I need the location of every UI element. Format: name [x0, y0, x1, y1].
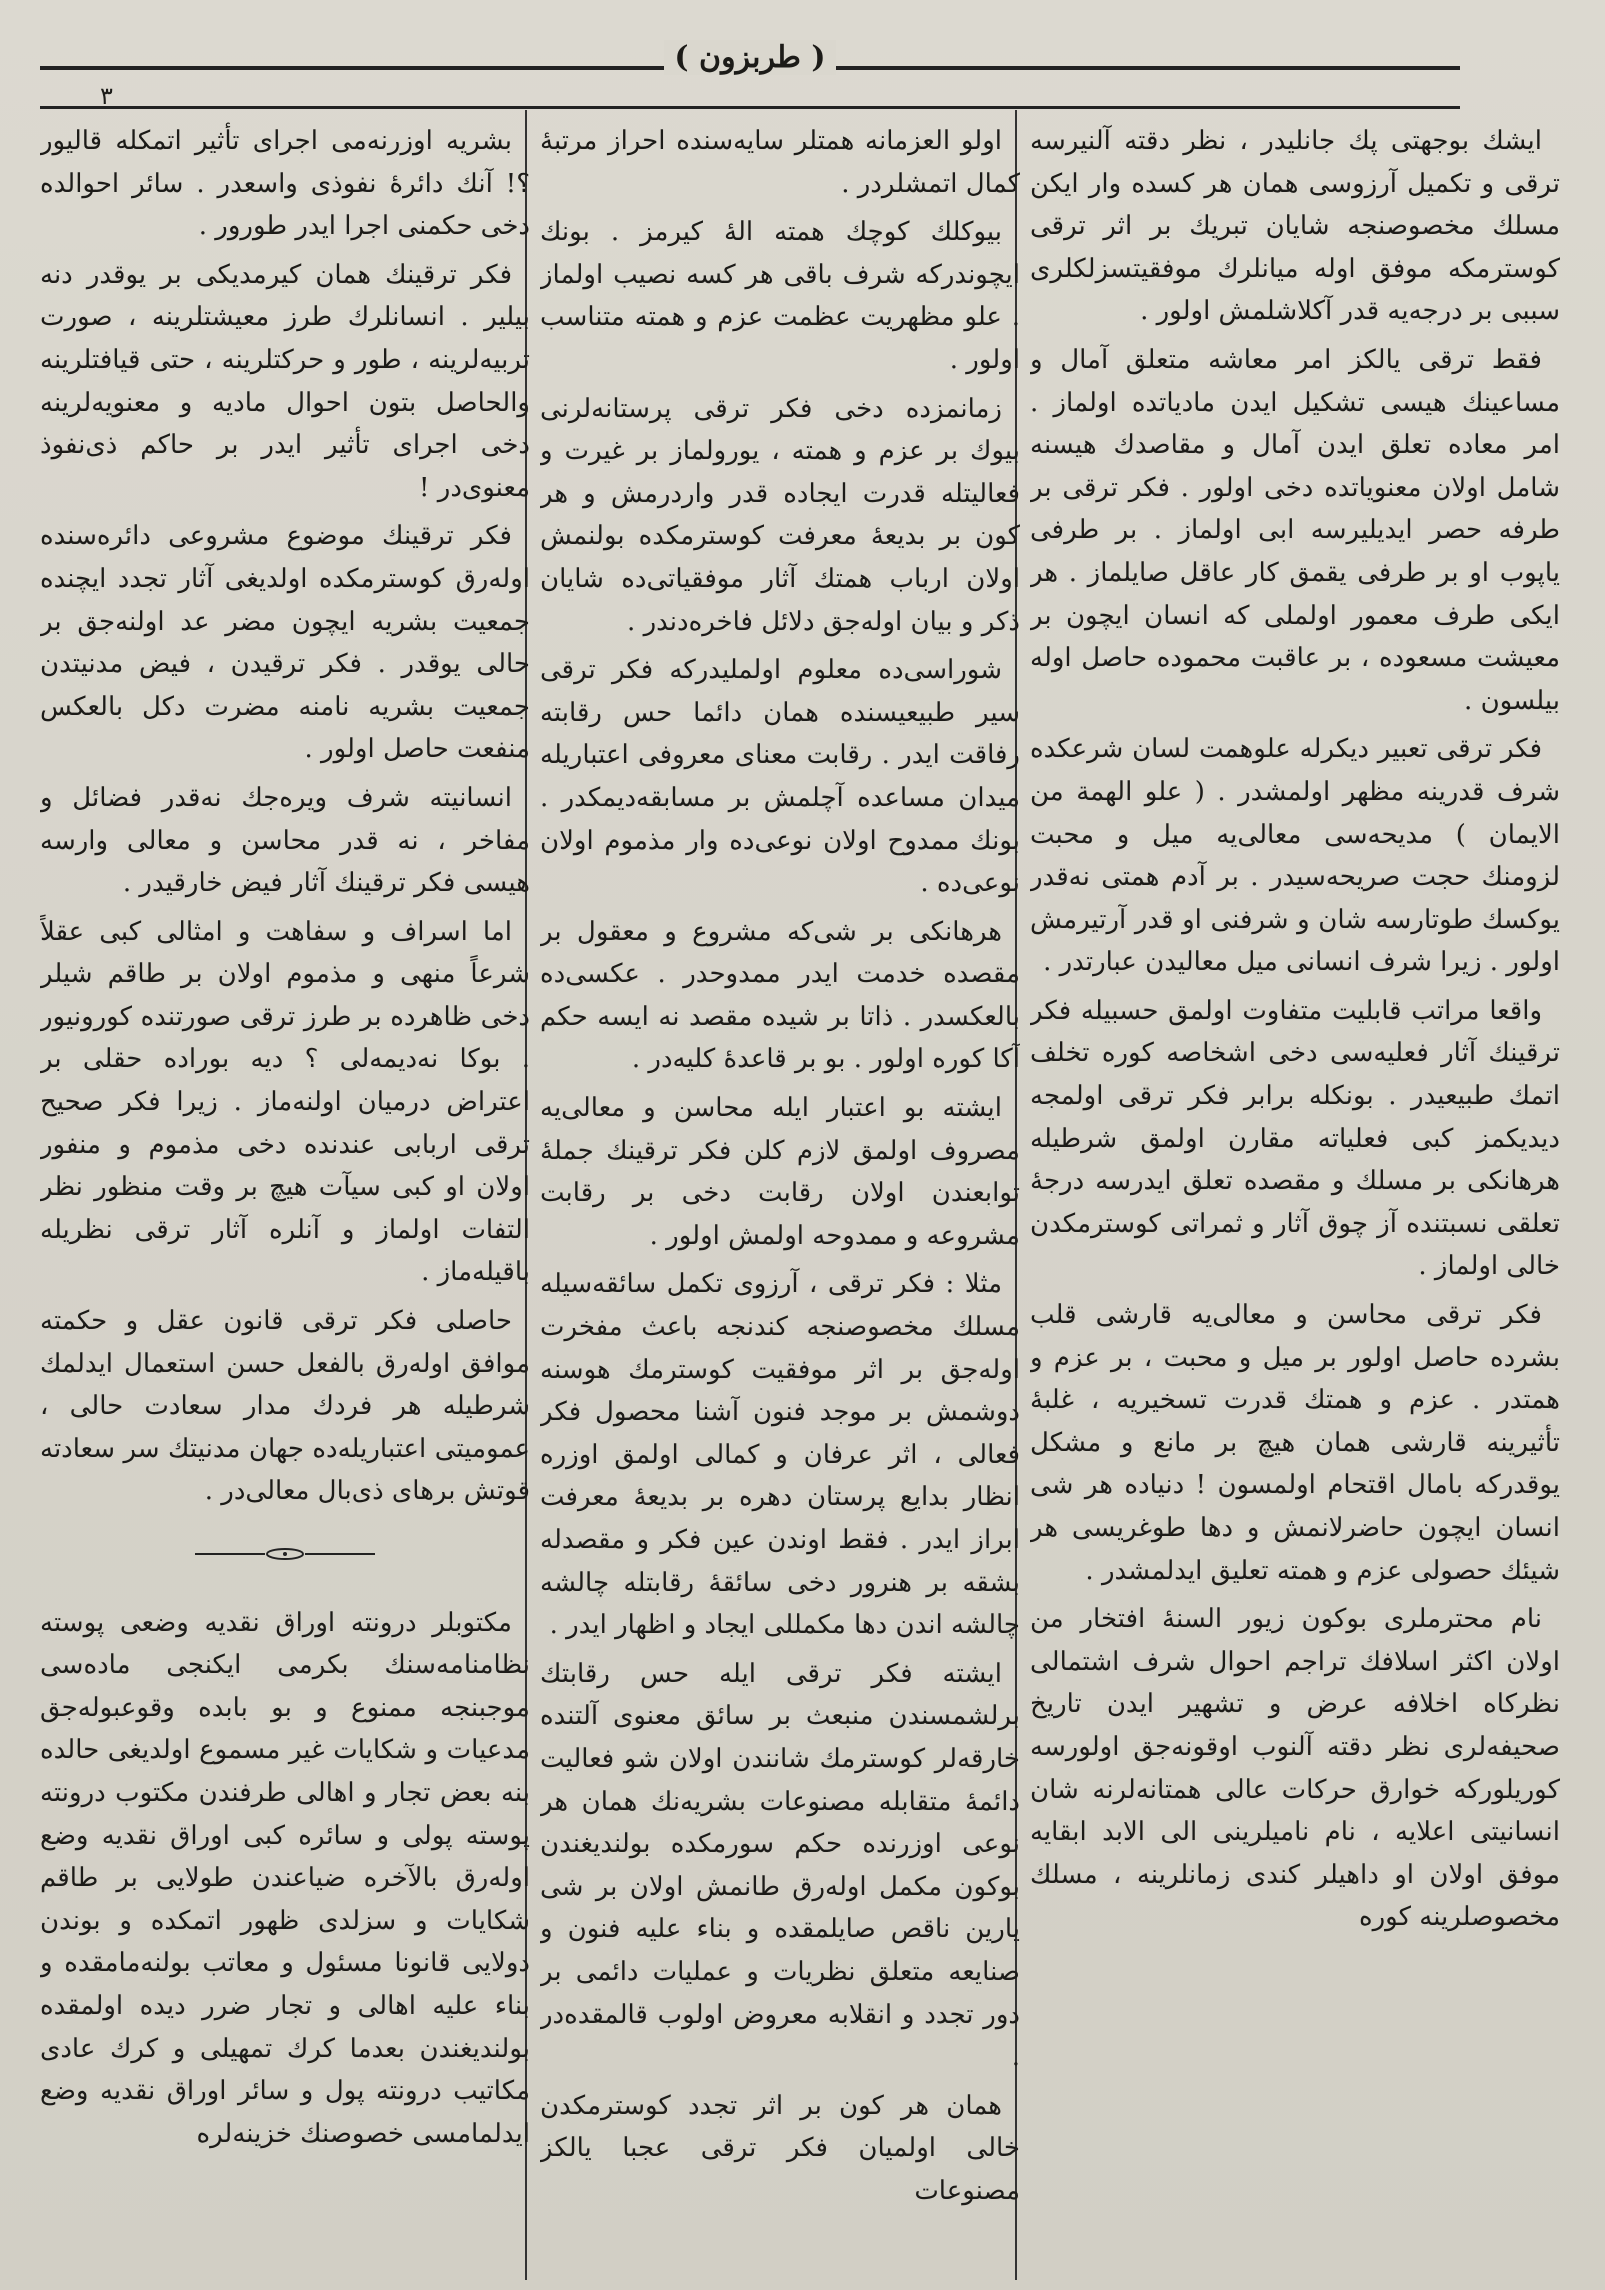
paragraph: مثلا : فكر ترقی ، آرزوی تكمل سائقه‌سیله مسلك مخصوصنجه كندنجه باعث مفخرت اوله‌جق بر اثر موفقیت كوسترمك هوسنه دوشمش بر موجد فنون آشنا محصول فكر فعالی ، اثر عرفان و كمالی اولمق اوزره انظار بدایع پرستان دهره بر بدیعهٔ معرفت ابراز ایدر . فقط اوندن عین فكر و مقصدله بشقه بر هنرور دخی سائقهٔ رقابتله چالشه چالشه اندن دها مكمللی ایجاد و اظهار ایدر .: [540, 1269, 1020, 1641]
paragraph: واقعا مراتب قابلیت متفاوت اولمق حسبیله فكر ترقینك آثار فعلیه‌سی دخی اشخاصه كوره تخلف اتمك طبیعیدر . بونكله برابر فكر ترقی اولمجه دیدیكمز كبی فعلیاته مقارن اولمق شرطیله هرهانكی بر مسلك و مقصده تعلق ایدرسه درجهٔ تعلقی نسبتنده آز چوق آثار و ثمراتی كوسترمكدن خالی اولماز .: [1030, 995, 1560, 1282]
paragraph: مكتوبلر درونته اوراق نقدیه وضعی پوسته نظامنامه‌سنك بكرمی ایكنجی ماده‌سی موجبنجه ممنوع و بو بابده وقوعبوله‌جق مدعیات و شكایات غیر مسموع اولدیغی حالده بنه بعض تجار و اهالی طرفندن مكتوب درونته پوسته پولی و سائره كبی اوراق نقدیه وضع اوله‌رق بالآخره ضیاعندن طولایی بر طاقم شكایات و سزلدی ظهور اتمكده و بوندن دولایی قانونا مسئول و معاتب بولنه‌مامقده و بناء علیه اهالی و تجار ضرر دیده اولمقده بولندیغندن بعدما كرك تمهیلی و كرك عادی مكاتیب درونته پول و سائر اوراق نقدیه وضع ایدلمامسی خصوصنك خزینه‌لره: [40, 1607, 530, 2149]
header-rule-bottom: [40, 106, 1460, 109]
ornament-icon: [195, 1546, 375, 1562]
paragraph: نام محترملری بوكون زیور السنهٔ افتخار من اولان اكثر اسلافك تراجم احوال شرف اشتمالی نظركاه اخلافه عرض و تشهیر ایدن تاریخ صحیفه‌لری نظر دقته آلنوب اوقونه‌جق اولورسه كوریلوركه خوارق حركات عالی همتانه‌لرنه شان انسانیتی اعلایه ، نام نامیلرینی الی الابد ابقایه موفق اولان او داهیلر كندی زمانلرینه ، مسلك مخصوصلرینه كوره: [1030, 1604, 1560, 1933]
newspaper-title: [40, 40, 1460, 75]
column-middle: [540, 120, 1020, 2280]
paragraph: فكر ترقینك همان كیرمدیكی بر یوقدر دنه بیلیر . انسانلرك طرز معیشتلرینه ، صورت تربیه‌لرینه ، طور و حركتلرینه ، حتی قیافتلرینه والحاصل بتون احوال مادیه و معنویه‌لرینه دخی اجرای تأثیر ایدر بر حاكم ذی‌نفوذ معنوی‌در !: [40, 259, 530, 503]
paragraph: ایشك بوجهتی پك جانلیدر ، نظر دقته آلنیرسه ترقی و تكمیل آرزوسی همان هر كسده وار ایكن مسلك مخصوصنجه شایان تبریك بر اثر ترقی كوسترمكه موفق اوله میانلرك موفقیتسزلكلری سببی بر درجه‌یه قدر آكلاشلمش اولور .: [1030, 126, 1560, 327]
paragraph: انسانیته شرف ویره‌جك نه‌قدر فضائل و مفاخر ، نه قدر محاسن و معالی وارسه هیسی فكر ترقینك آثار فیض خارقیدر .: [40, 782, 530, 899]
paragraph: بیوكلك كوچك همته الهٔ كیرمز . بونك ایچوندركه شرف باقی هر كسه نصیب اولماز . علو مظهریت عظمت عزم و همته متناسب اولور .: [540, 217, 1020, 375]
paragraph: اما اسراف و سفاهت و امثالی كبی عقلاً شرعاً منهی و مذموم اولان بر طاقم شیلر دخی ظاهرده بر طرز ترقی صورتنده كورونیور . بوكا نه‌دیمه‌لی ؟ دیه بوراده حقلی بر اعتراض درمیان اولنه‌ماز . زیرا فكر صحیح ترقی اربابی عندنده دخی مذموم و منفور اولان او كبی سیآت هیچ بر وقت منظور نظر التفات اولماز و آنلره آثار ترقی نظریله باقیله‌ماز .: [40, 916, 530, 1288]
paragraph: زمانمزده دخی فكر ترقی پرستانه‌لرنی بیوك بر عزم و همته ، یورولماز بر غیرت و فعالیتله قدرت ایجاده قدر واردرمش و هر كون بر بدیعهٔ معرفت كوسترمكده بولنمش اولان ارباب همتك آثار موفقیاتی‌ده شایان ذكر و بیان اوله‌جق دلائل فاخره‌دندر .: [540, 393, 1020, 637]
newspaper-title-text: ( طربزون ): [664, 40, 835, 75]
paragraph: اولو العزمانه همتلر سایه‌سنده احراز مرتبهٔ كمال اتمشلردر .: [540, 126, 1020, 199]
paragraph: شورا‌سی‌ده معلوم اولملیدركه فكر ترقی سیر طبیعیسنده همان دائما حس رقابته رفاقت ایدر . رقابت معنای معروفی اعتباریله میدان مساعده آچلمش بر مسابقه‌دیمكدر . بونك ممدوح اولان نوعی‌ده وار مذموم اولان نوعی‌ده .: [540, 655, 1020, 899]
masthead: [40, 40, 1460, 110]
paragraph: فكر ترقینك موضوع مشروعی دائره‌سنده اوله‌رق كوسترمكده اولدیغی آثار تجدد ایچنده جمعیت بشریه ایچون مضر عد اولنه‌جق بر حالی یوقدر . فكر ترقیدن ، فیض مدنیتدن جمعیت بشریه نامنه مضرت دكل بالعكس منفعت حاصل اولور .: [40, 521, 530, 765]
paragraph: ایشته بو اعتبار ایله محاسن و معالی‌یه مصروف اولمق لازم كلن فكر ترقینك جملهٔ توابعندن اولان رقابت دخی بر رقابت مشروعه و ممدوحه اولمش اولور .: [540, 1093, 1020, 1251]
paragraph: هرهانكی بر شی‌كه مشروع و معقول بر مقصده خدمت ایدر ممدوحدر . عكسی‌ده بالعكسدر . ذاتا بر شیده مقصد نه ایسه حكم آكا كوره اولور . بو بر قاعدهٔ كلیه‌در .: [540, 916, 1020, 1075]
paragraph: همان هر كون بر اثر تجدد كوسترمكدن خالی اولمیان فكر ترقی عجبا یالكز مصنوعات: [540, 2090, 1020, 2206]
paragraph: بشریه اوزرنه‌می اجرای تأثیر اتمكله قالیور ؟! آنك دائرهٔ نفوذی واسعدر . سائر احوالده دخی حكمنی اجرا ایدر طورور .: [40, 126, 530, 242]
column-right: [1030, 120, 1560, 2280]
column-left: [40, 120, 530, 2280]
ornamental-divider: [40, 1533, 530, 1576]
paragraph: فكر ترقی تعبیر دیكرله علوهمت لسان شرعكده شرف قدرینه مظهر اولمشدر . ( علو الهمة من الایمان ) مدیحه‌سی معالی‌یه میل و محبت لزومنك حجت صریحه‌سیدر . بر آدم همتی نه‌قدر یوكسك طوتارسه شان و شرفنی او قدر آرتیرمش اولور . زیرا شرف انسانی میل معالیدن عبارتدر .: [1030, 734, 1560, 978]
paragraph: حاصلی فكر ترقی قانون عقل و حكمته موافق اوله‌رق بالفعل حسن استعمال ایدلمك شرطیله هر فردك مدار سعادت حالی ، عمومیتی اعتباریله‌ده جهان مدنیتك سر سعادته قوتش برهای ذی‌بال معالی‌در .: [40, 1306, 530, 1507]
paragraph: ایشته فكر ترقی ایله حس رقابتك برلشمسندن منبعث بر سائق معنوی آلتنده خارقه‌لر كوسترمك شانندن اولان شو فعالیت دائمهٔ متقابله مصنوعات بشریه‌نك همان هر نوعی اوزرنده حكم سورمكده بولندیغندن بوكون مكمل اوله‌رق طانمش اولان بر شی یارین ناقص صایلمقده و بناء علیه فنون و صنایعه متعلق نظریات و عملیات دائمی بر دور تجدد و انقلابه معروض اولوب قالمقده‌در .: [540, 1658, 1020, 2073]
paragraph: فقط ترقی یالكز امر معاشه متعلق آمال و مساعینك هیسی تشكیل ایدن مادیاتده اولماز . امر معاده تعلق ایدن آمال و مقاصدك هیسنه شامل اولان معنویاتده دخی اولور . فكر ترقی بر طرفه حصر ایدیلیرسه ابی اولماز . بر طرفی یاپوب او بر طرفی یقمق كار عاقل صایلماز . هر ایكی طرف معمور اولملی كه انسان ایچون بر معیشت مسعوده ، بر عاقبت محموده حاصل اوله بیلسون .: [1030, 344, 1560, 716]
page-number: ٣: [100, 82, 113, 110]
paragraph: فكر ترقی محاسن و معالی‌یه قارشی قلب بشرده حاصل اولور بر میل و محبت ، بر عزم و همتدر . عزم و همتك قدرت تسخیریه ، غلبهٔ تأثیرینه قارشی همان هیچ بر مانع و مشكل یوقدركه بامال اقتحام اولمسون ! دنیاده هر شی انسان ایچون حاضرلانمش و دها طوغریسی هر شیئك حصولی عزم و همته تعلیق ایدلمشدر .: [1030, 1300, 1560, 1586]
